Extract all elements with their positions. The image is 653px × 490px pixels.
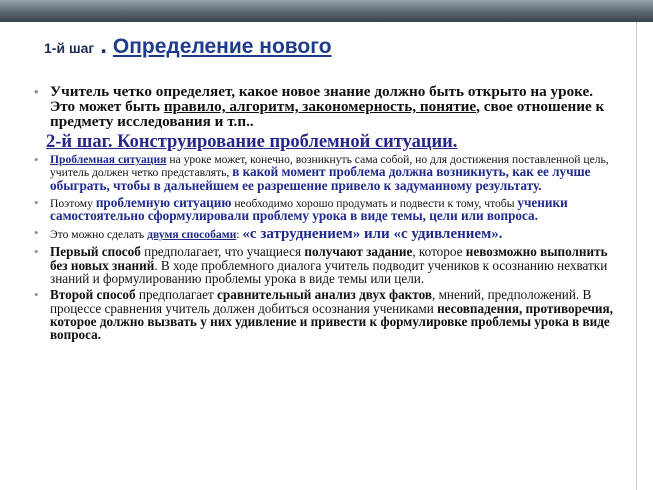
- slide-frame-line: [636, 22, 637, 490]
- list-item: [30, 194, 615, 224]
- text: . В ходе проблемного диалога учитель подводит учеников к осознанию нехватки знаний и формулированию проблемы урока в виде темы или цели.: [50, 257, 608, 287]
- step1-title: Определение нового: [112, 35, 332, 58]
- text: Учитель четко определяет, какое новое знание должно быть открыто на уроке. Это может быть: [50, 83, 594, 115]
- text-emphasis: Проблемная ситуация: [50, 153, 167, 166]
- text: , мнений, предположений. В процессе сравнения учитель должен добиться осознания учениками: [50, 287, 592, 316]
- text: , которое: [412, 244, 466, 260]
- text-emphasis: ученики самостоятельно сформулировали проблему урока в виде темы, цели или вопроса.: [50, 194, 568, 224]
- step1-dot: .: [100, 32, 107, 59]
- slide-body: [30, 84, 615, 342]
- list-item: [30, 84, 615, 129]
- list-item: [30, 288, 615, 341]
- text-bold: получают задание: [304, 244, 413, 260]
- text-bold: Первый способ: [50, 244, 141, 260]
- text: необходимо хорошо продумать и подвести к тому, чтобы: [231, 196, 518, 210]
- list-item: [30, 227, 615, 242]
- text-emphasis: «с затруднением» или «с удивлением».: [242, 226, 503, 243]
- step1-heading: [44, 34, 332, 59]
- top-title-bar: [0, 0, 653, 22]
- text-bold: сравнительный анализ двух фактов: [217, 287, 432, 303]
- text-underlined: правило, алгоритм, закономерность, понятие: [163, 98, 477, 115]
- text-emphasis: проблемную ситуацию: [95, 194, 232, 210]
- list-item: [30, 245, 615, 285]
- list-item: [30, 154, 615, 193]
- text-emphasis: в какой момент проблема должна возникнуть, как ее лучше обыграть, чтобы в дальнейшем ее разрешение привело к задуманному результату.: [50, 164, 591, 193]
- text-bold: Второй способ: [50, 287, 136, 303]
- text: предполагает, что учащиеся: [140, 244, 305, 260]
- text-bold: невозможно выполнить без новых знаний: [50, 244, 608, 273]
- text: :: [236, 228, 243, 242]
- text-bold: несовпадения, противоречия, которое должно вызвать у них удивление и привести к формулировке проблемы урока в виде вопроса.: [50, 300, 613, 343]
- text: Поэтому: [50, 196, 96, 210]
- bullet-list-2: [30, 154, 615, 342]
- text-emphasis: двумя способами: [147, 228, 237, 242]
- text: Это можно сделать: [50, 228, 148, 242]
- step1-label: 1-й шаг: [44, 40, 95, 56]
- text: , свое отношение к предмету исследования и т.п..: [50, 98, 605, 130]
- text: предполагает: [135, 287, 218, 303]
- step2-heading: 2-й шаг. Конструирование проблемной ситуации.: [46, 132, 458, 152]
- text: на уроке может, конечно, возникнуть сама собой, но для достижения поставленной цель, учитель должен четко представлять,: [50, 153, 609, 180]
- bullet-list-1: [30, 84, 615, 129]
